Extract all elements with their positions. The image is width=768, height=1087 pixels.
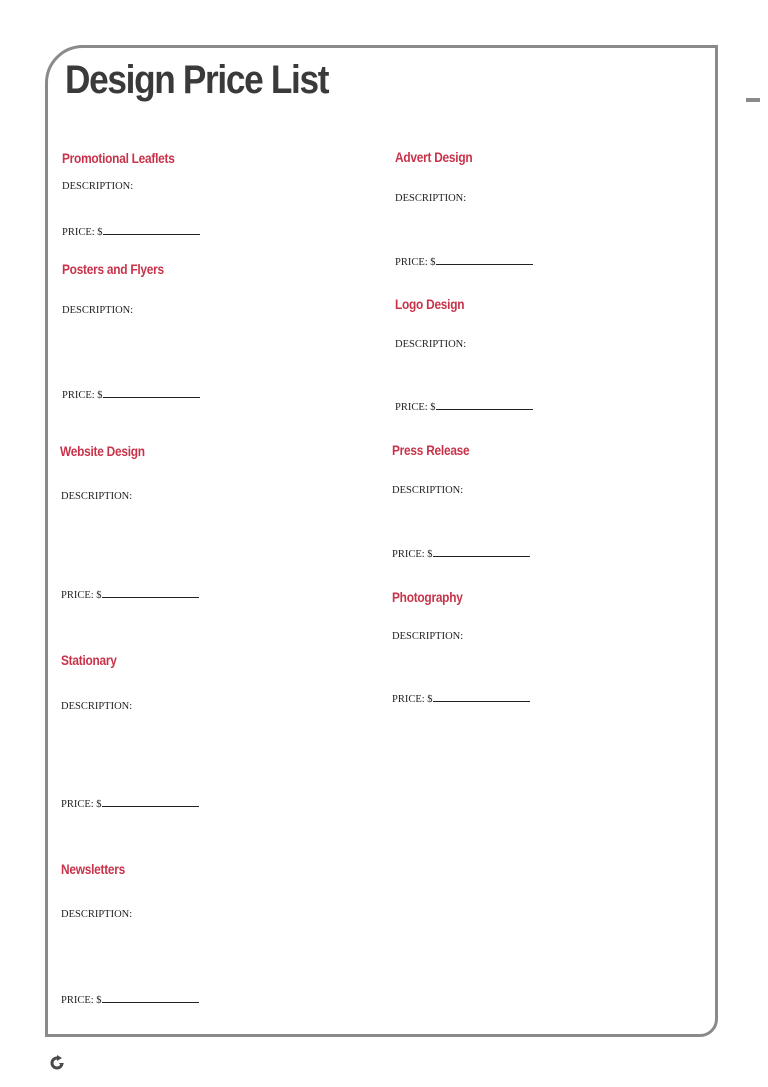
description-label: DESCRIPTION: xyxy=(395,339,467,350)
section-heading-stationary: Stationary xyxy=(61,652,117,668)
price-blank-line xyxy=(433,692,530,702)
description-label: DESCRIPTION: xyxy=(61,491,133,502)
price-label: PRICE: $ xyxy=(395,402,436,413)
refresh-arrow-icon xyxy=(48,1054,66,1072)
price-blank-line xyxy=(102,588,199,598)
price-field[interactable] xyxy=(61,588,199,601)
price-field[interactable] xyxy=(62,388,200,401)
price-field[interactable] xyxy=(392,547,530,560)
price-blank-line xyxy=(433,547,530,557)
description-label: DESCRIPTION: xyxy=(392,485,464,496)
section-heading-press-release: Press Release xyxy=(392,442,470,458)
price-label: PRICE: $ xyxy=(395,257,436,268)
price-field[interactable] xyxy=(62,225,200,238)
price-label: PRICE: $ xyxy=(392,549,433,560)
section-heading-photography: Photography xyxy=(392,589,463,605)
price-field[interactable] xyxy=(61,993,199,1006)
section-heading-newsletters: Newsletters xyxy=(61,861,126,877)
description-label: DESCRIPTION: xyxy=(61,701,133,712)
price-blank-line xyxy=(436,400,533,410)
section-heading-website-design: Website Design xyxy=(60,443,145,459)
price-blank-line xyxy=(102,797,199,807)
price-label: PRICE: $ xyxy=(62,390,103,401)
price-label: PRICE: $ xyxy=(61,995,102,1006)
section-heading-logo-design: Logo Design xyxy=(395,296,465,312)
description-label: DESCRIPTION: xyxy=(62,305,134,316)
price-label: PRICE: $ xyxy=(62,227,103,238)
section-heading-advert-design: Advert Design xyxy=(395,149,473,165)
side-tick xyxy=(746,98,760,102)
price-label: PRICE: $ xyxy=(61,799,102,810)
price-blank-line xyxy=(103,225,200,235)
price-field[interactable] xyxy=(61,797,199,810)
price-label: PRICE: $ xyxy=(392,694,433,705)
section-heading-promotional-leaflets: Promotional Leaflets xyxy=(62,150,175,166)
price-field[interactable] xyxy=(395,400,533,413)
page-frame xyxy=(45,45,718,1037)
page-title: Design Price List xyxy=(65,58,329,102)
price-blank-line xyxy=(103,388,200,398)
price-blank-line xyxy=(102,993,199,1003)
description-label: DESCRIPTION: xyxy=(392,631,464,642)
description-label: DESCRIPTION: xyxy=(61,909,133,920)
price-label: PRICE: $ xyxy=(61,590,102,601)
price-blank-line xyxy=(436,255,533,265)
price-field[interactable] xyxy=(392,692,530,705)
section-heading-posters-and-flyers: Posters and Flyers xyxy=(62,261,164,277)
description-label: DESCRIPTION: xyxy=(395,193,467,204)
description-label: DESCRIPTION: xyxy=(62,181,134,192)
price-field[interactable] xyxy=(395,255,533,268)
